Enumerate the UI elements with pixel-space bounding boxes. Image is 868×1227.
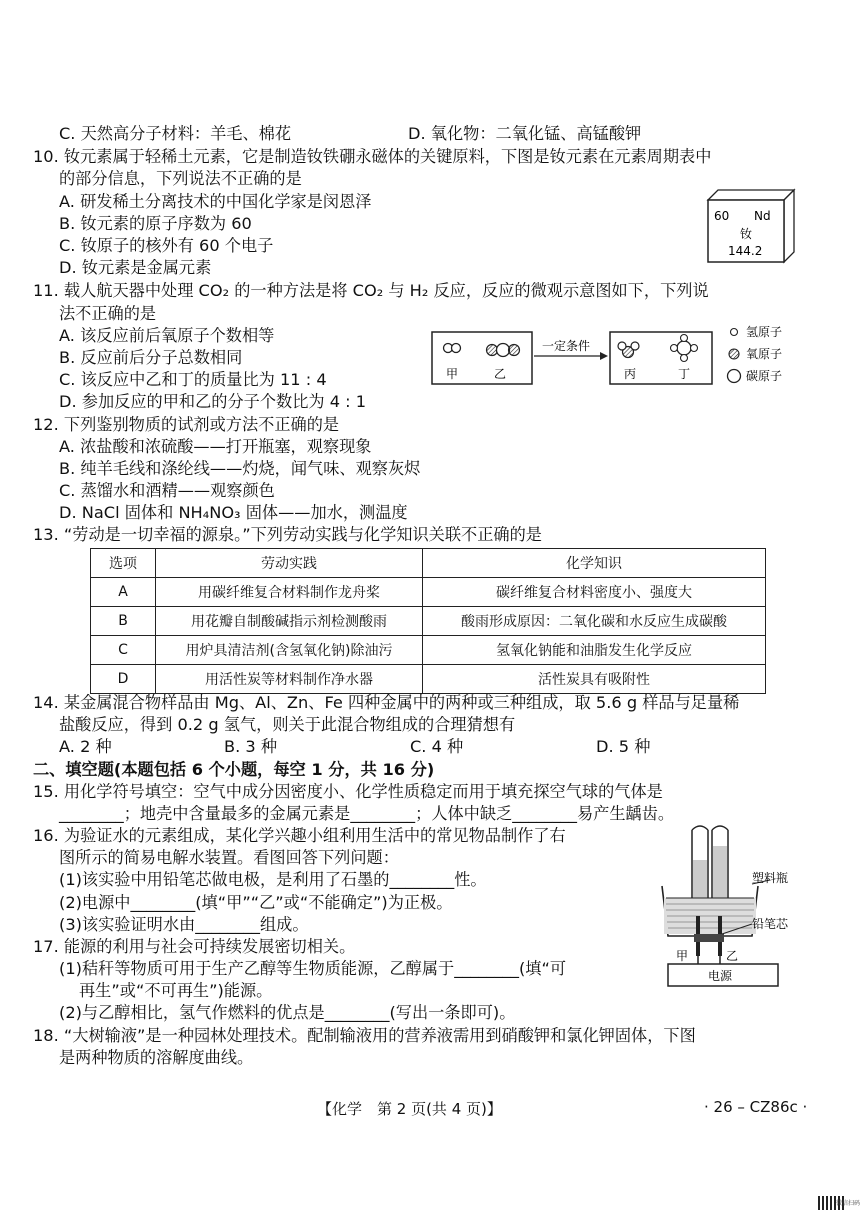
table-header: 选项 [91,549,156,578]
qr-caption: 微信扫码 [836,1200,861,1207]
table-cell: 用花瓣自制酸碱指示剂检测酸雨 [156,607,423,636]
q11-stem-1: 11. 载人航天器中处理 CO₂ 的一种方法是将 CO₂ 与 H₂ 反应，反应的微观示意图如下，下列说 [33,281,709,300]
q10-option-c: C. 钕原子的核外有 60 个电子 [59,236,274,255]
legend-oxygen: 氧原子 [746,347,783,361]
q14-stem-1: 14. 某金属混合物样品由 Mg、Al、Zn、Fe 四种金属中的两种或三种组成，取 5.6 g 样品与足量稀 [33,693,740,712]
table-cell: C [91,636,156,665]
q10-stem-1: 10. 钕元素属于轻稀土元素，它是制造钕铁硼永磁体的关键原料，下图是钕元素在元素周期表中 [33,147,712,166]
q15-stem-1: 15. 用化学符号填空：空气中成分因密度小、化学性质稳定而用于填充探空气球的气体是 [33,782,663,801]
label-yi: 乙 [494,367,507,381]
q11-option-c: C. 该反应中乙和丁的质量比为 11 : 4 [59,370,327,389]
table-cell: D [91,665,156,694]
label-jia: 甲 [676,949,689,963]
table-cell: 活性炭具有吸附性 [423,665,766,694]
table-row [91,665,766,694]
q12-option-c: C. 蒸馏水和酒精——观察颜色 [59,481,275,500]
label-yi: 乙 [726,949,739,963]
q11-option-d: D. 参加反应的甲和乙的分子个数比为 4 : 1 [59,392,367,411]
bottle-label: 塑料瓶 [752,871,789,885]
q16-sub-1: (1)该实验中用铅笔芯做电极，是利用了石墨的________性。 [59,870,487,889]
reaction-micro-diagram [428,320,808,390]
q14-option-a: A. 2 种 [59,737,112,756]
q11-option-a: A. 该反应前后氧原子个数相等 [59,326,275,345]
q10-option-b: B. 钕元素的原子序数为 60 [59,214,252,233]
q16-stem-1: 16. 为验证水的元素组成，某化学兴趣小组利用生活中的常见物品制作了右 [33,826,566,845]
pencil-label: 铅笔芯 [752,917,789,931]
q10-option-d: D. 钕元素是金属元素 [59,258,212,277]
q11-option-b: B. 反应前后分子总数相同 [59,348,243,367]
q12-option-a: A. 浓盐酸和浓硫酸——打开瓶塞，观察现象 [59,437,372,456]
q9-option-d: D. 氧化物：二氧化锰、高锰酸钾 [408,124,642,143]
table-cell: 碳纤维复合材料密度小、强度大 [423,578,766,607]
table-row [91,607,766,636]
table-header: 化学知识 [423,549,766,578]
q17-sub-1-cont: 再生”或“不可再生”)能源。 [79,981,273,1000]
q9-option-c: C. 天然高分子材料：羊毛、棉花 [59,124,292,143]
q17-sub-2: (2)与乙醇相比，氢气作燃料的优点是________(写出一条即可)。 [59,1003,516,1022]
section-title: 二、填空题(本题包括 6 个小题，每空 1 分，共 16 分) [33,760,435,779]
element-symbol: Nd [754,209,771,223]
table-row [91,578,766,607]
label-ding: 丁 [678,367,691,381]
q12-option-d: D. NaCl 固体和 NH₄NO₃ 固体——加水，测温度 [59,503,408,522]
table-cell: B [91,607,156,636]
q13-table [90,548,766,694]
table-header: 劳动实践 [156,549,423,578]
table-cell: 用炉具清洁剂(含氢氧化钠)除油污 [156,636,423,665]
q12-stem: 12. 下列鉴别物质的试剂或方法不正确的是 [33,415,340,434]
q13-stem: 13. “劳动是一切幸福的源泉。”下列劳动实践与化学知识关联不正确的是 [33,525,542,544]
reaction-condition: 一定条件 [542,339,591,353]
q10-option-a: A. 研发稀土分离技术的中国化学家是闵恩泽 [59,192,372,211]
element-card [700,188,800,264]
q16-stem-2: 图所示的简易电解水装置。看图回答下列问题： [59,848,399,867]
electrolysis-apparatus [640,824,810,988]
element-name: 钕 [740,227,753,241]
q16-sub-3: (3)该实验证明水由________组成。 [59,915,309,934]
q14-option-c: C. 4 种 [410,737,464,756]
table-row [91,636,766,665]
q11-stem-2: 法不正确的是 [59,304,157,323]
page-code: · 26 – CZ86c · [704,1098,808,1116]
legend-carbon: 碳原子 [746,369,783,383]
q14-option-b: B. 3 种 [224,737,278,756]
element-mass: 144.2 [728,244,763,258]
q17-stem: 17. 能源的利用与社会可持续发展密切相关。 [33,937,356,956]
table-cell: A [91,578,156,607]
table-cell: 用活性炭等材料制作净水器 [156,665,423,694]
q14-option-d: D. 5 种 [596,737,651,756]
label-bing: 丙 [624,367,637,381]
table-cell: 用碳纤维复合材料制作龙舟桨 [156,578,423,607]
table-cell: 氢氧化钠能和油脂发生化学反应 [423,636,766,665]
q14-stem-2: 盐酸反应，得到 0.2 g 氢气，则关于此混合物组成的合理猜想有 [59,715,516,734]
element-number: 60 [714,209,730,223]
table-cell: 酸雨形成原因：二氧化碳和水反应生成碳酸 [423,607,766,636]
q10-stem-2: 的部分信息，下列说法不正确的是 [59,169,302,188]
q18-stem-2: 是两种物质的溶解度曲线。 [59,1048,254,1067]
q17-sub-1: (1)秸秆等物质可用于生产乙醇等生物质能源，乙醇属于________(填“可 [59,959,567,978]
q12-option-b: B. 纯羊毛线和涤纶线——灼烧，闻气味、观察灰烬 [59,459,421,478]
q18-stem-1: 18. “大树输液”是一种园林处理技术。配制输液用的营养液需用到硝酸钾和氯化钾固体，下图 [33,1026,696,1045]
page-footer: 【化学 第 2 页(共 4 页)】 [317,1100,502,1118]
q16-sub-2: (2)电源中________(填“甲”“乙”或“不能确定”)为正极。 [59,893,453,912]
label-jia: 甲 [446,367,459,381]
q15-stem-2: ________；地壳中含量最多的金属元素是________；人体中缺乏________易产生龋齿。 [59,804,675,823]
legend-hydrogen: 氢原子 [746,325,783,339]
table-header-row [91,549,766,578]
power-label: 电源 [708,969,733,983]
